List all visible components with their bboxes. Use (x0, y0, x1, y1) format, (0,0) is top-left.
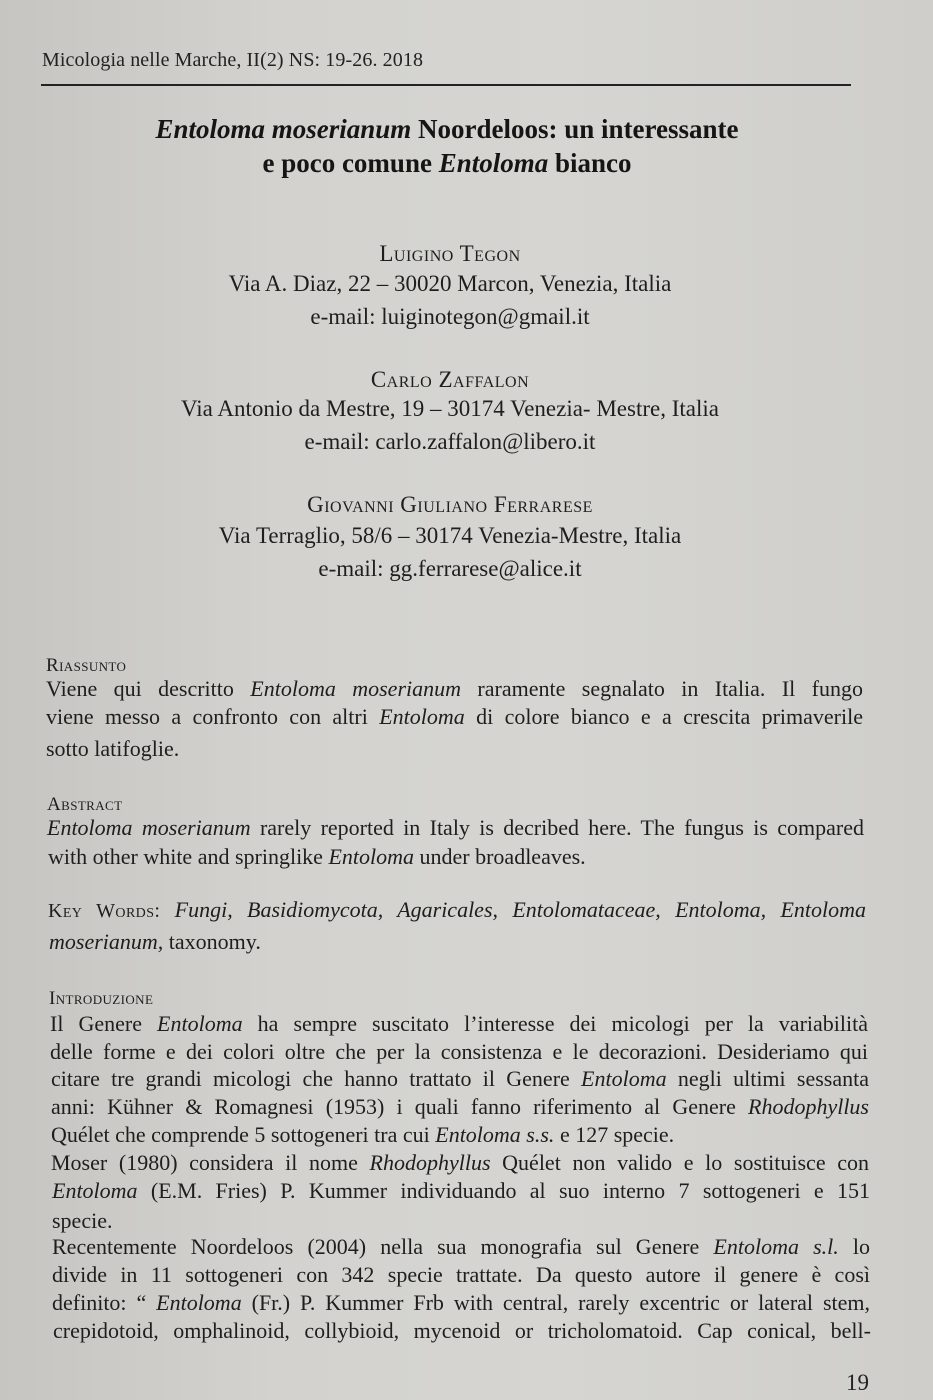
riassunto-line: sotto latifoglie. (46, 736, 180, 761)
title-genus-name: Entoloma (438, 148, 549, 178)
introduzione-line: delle forme e dei colori oltre che per la consistenza e le decorazioni. Desideriamo qui (50, 1039, 868, 1064)
header-rule (41, 84, 851, 86)
introduzione-line: definito: “ Entoloma (Fr.) P. Kummer Frb with central, rarely excentric or lateral stem, (52, 1290, 870, 1315)
introduzione-line: divide in 11 sottogeneri con 342 specie trattate. Da questo autore il genere è così (52, 1262, 870, 1287)
author-address: Via A. Diaz, 22 – 30020 Marcon, Venezia, Italia (228, 271, 672, 296)
introduzione-line: Quélet che comprende 5 sottogeneri tra cui Entoloma s.s. e 127 specie. (51, 1122, 675, 1147)
running-head: Micologia nelle Marche, II(2) NS: 19-26. 2018 (42, 49, 424, 71)
keywords-line: Key Words: Fungi, Basidiomycota, Agaricales, Entolomataceae, Entoloma, Entoloma (48, 897, 866, 922)
author-email: e-mail: luiginotegon@gmail.it (310, 304, 590, 329)
section-heading-riassunto: Riassunto (46, 655, 127, 676)
author-name: Giovanni Giuliano Ferrarese (307, 492, 593, 517)
page-number: 19 (846, 1370, 869, 1395)
author-name: Luigino Tegon (379, 241, 521, 266)
introduzione-line: Recentemente Noordeloos (2004) nella sua monografia sul Genere Entoloma s.l. lo (52, 1234, 870, 1259)
abstract-line: with other white and springlike Entoloma under broadleaves. (48, 844, 586, 869)
introduzione-line: Entoloma (E.M. Fries) P. Kummer individuando al suo interno 7 sottogeneri e 151 (52, 1178, 870, 1203)
article-title-line-2 (60, 148, 834, 179)
introduzione-line: specie. (52, 1208, 113, 1233)
title-text: Noordeloos: un interessante (411, 114, 739, 144)
author-address: Via Antonio da Mestre, 19 – 30174 Venezia- Mestre, Italia (181, 396, 719, 421)
riassunto-line: viene messo a confronto con altri Entoloma di colore bianco e a crescita primaverile (46, 704, 863, 729)
title-text: bianco (548, 148, 632, 178)
article-title-line-1 (60, 114, 834, 145)
title-text: e poco comune (262, 148, 439, 178)
title-species-name: Entoloma moserianum (155, 114, 412, 144)
introduzione-line: Moser (1980) considera il nome Rhodophyllus Quélet non valido e lo sostituisce con (51, 1150, 869, 1175)
author-address: Via Terraglio, 58/6 – 30174 Venezia-Mestre, Italia (218, 523, 682, 548)
abstract-line: Entoloma moserianum rarely reported in Italy is decribed here. The fungus is compared (47, 815, 864, 840)
introduzione-line: anni: Kühner & Romagnesi (1953) i quali fanno riferimento al Genere Rhodophyllus (51, 1094, 869, 1119)
introduzione-line: crepidotoid, omphalinoid, collybioid, mycenoid or tricholomatoid. Cap conical, bell- (53, 1318, 871, 1343)
section-heading-introduzione: Introduzione (49, 988, 154, 1009)
section-heading-abstract: Abstract (47, 794, 123, 815)
author-name: Carlo Zaffalon (370, 367, 530, 392)
author-email: e-mail: carlo.zaffalon@libero.it (304, 429, 596, 454)
introduzione-line: citare tre grandi micologi che hanno trattato il Genere Entoloma negli ultimi sessanta (51, 1066, 869, 1091)
riassunto-line: Viene qui descritto Entoloma moserianum raramente segnalato in Italia. Il fungo (46, 676, 864, 701)
keywords-line: moserianum, taxonomy. (49, 929, 261, 954)
author-email: e-mail: gg.ferrarese@alice.it (318, 556, 582, 581)
introduzione-line: Il Genere Entoloma ha sempre suscitato l’interesse dei micologi per la variabilità (50, 1011, 868, 1036)
keywords-label: Key Words: (48, 900, 161, 922)
